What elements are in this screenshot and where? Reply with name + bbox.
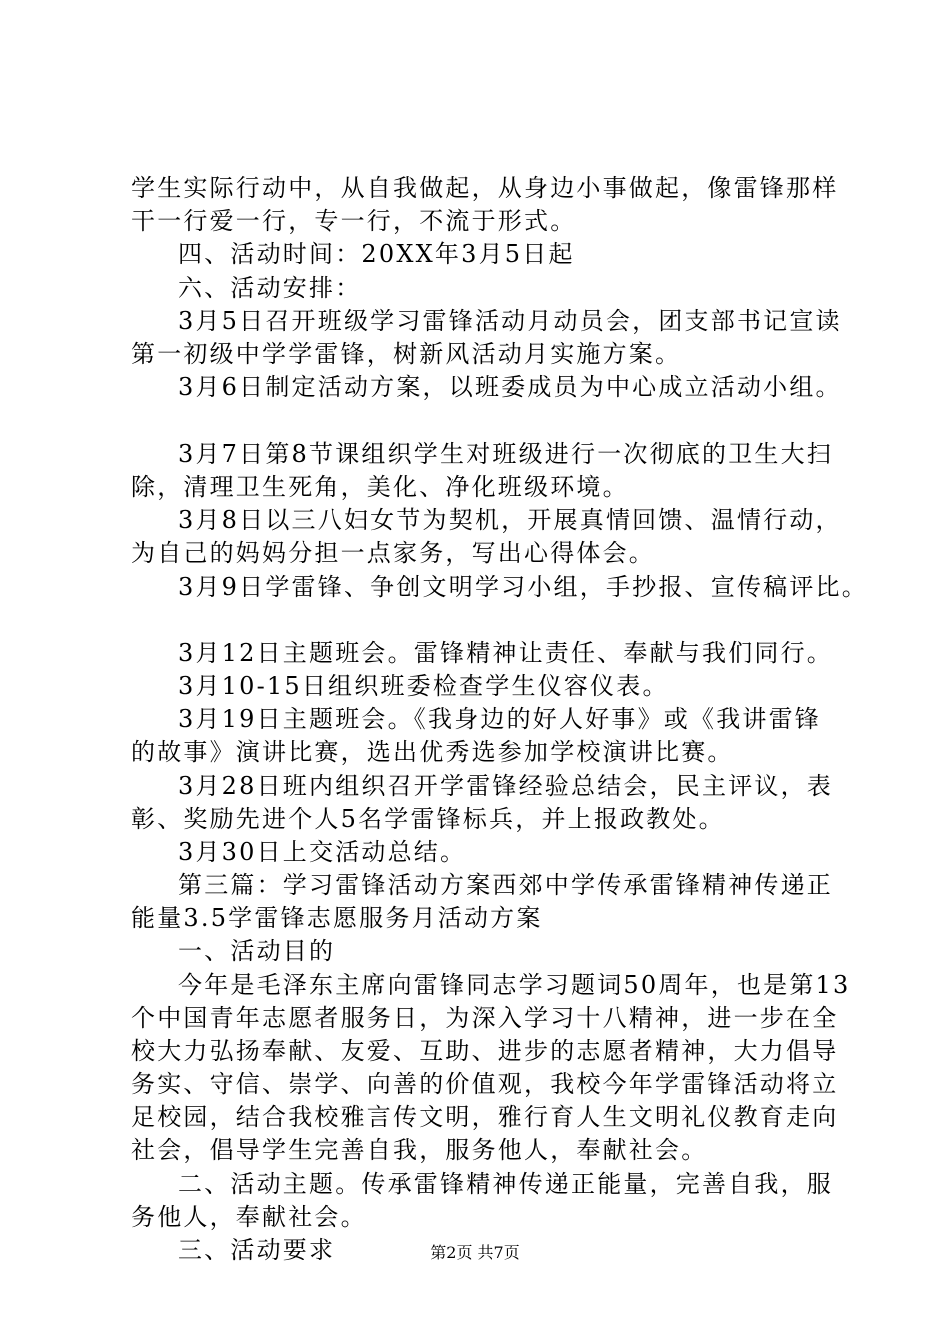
body-text-line: 3月10-15日组织班委检查学生仪容仪表。 — [178, 672, 669, 700]
chapter-heading: 能量3.5学雷锋志愿服务月活动方案 — [131, 904, 543, 932]
body-text-line: 今年是毛泽东主席向雷锋同志学习题词50周年，也是第13 — [178, 971, 851, 999]
body-text-line: 除，清理卫生死角，美化、净化班级环境。 — [131, 473, 629, 501]
section-heading: 一、活动目的 — [178, 937, 336, 965]
page-footer: 第2页 共7页 — [430, 1243, 520, 1262]
body-text-line: 足校园，结合我校雅言传文明，雅行育人生文明礼仪教育走向 — [131, 1103, 839, 1131]
chapter-heading: 第三篇：学习雷锋活动方案西郊中学传承雷锋精神传递正 — [178, 871, 833, 899]
body-text-line: 3月28日班内组织召开学雷锋经验总结会，民主评议，表 — [178, 772, 834, 800]
body-text-line: 务他人，奉献社会。 — [131, 1203, 367, 1231]
body-text-line: 个中国青年志愿者服务日，为深入学习十八精神，进一步在全 — [131, 1004, 839, 1032]
body-text-line: 校大力弘扬奉献、友爱、互助、进步的志愿者精神，大力倡导 — [131, 1037, 839, 1065]
body-text-line: 3月30日上交活动总结。 — [178, 838, 467, 866]
body-text-line: 彰、奖励先进个人5名学雷锋标兵，并上报政教处。 — [131, 805, 725, 833]
body-text-line: 务实、守信、崇学、向善的价值观，我校今年学雷锋活动将立 — [131, 1070, 839, 1098]
body-text-line: 3月9日学雷锋、争创文明学习小组，手抄报、宣传稿评比。 — [178, 573, 868, 601]
body-text-line: 第一初级中学学雷锋，树新风活动月实施方案。 — [131, 340, 682, 368]
body-text-line: 为自己的妈妈分担一点家务，写出心得体会。 — [131, 539, 655, 567]
body-text-line: 3月8日以三八妇女节为契机，开展真情回馈、温情行动， — [178, 506, 842, 534]
section-heading: 四、活动时间：20XX年3月5日起 — [178, 240, 575, 268]
section-heading: 三、活动要求 — [178, 1236, 336, 1264]
body-text-line: 3月19日主题班会。《我身边的好人好事》或《我讲雷锋 — [178, 705, 822, 733]
body-text-line: 的故事》演讲比赛，选出优秀选参加学校演讲比赛。 — [131, 738, 734, 766]
section-heading: 二、活动主题。传承雷锋精神传递正能量，完善自我，服 — [178, 1170, 833, 1198]
body-text-line: 3月5日召开班级学习雷锋活动月动员会，团支部书记宣读 — [178, 307, 842, 335]
body-text-line: 3月12日主题班会。雷锋精神让责任、奉献与我们同行。 — [178, 639, 834, 667]
body-text-line: 3月6日制定活动方案，以班委成员为中心成立活动小组。 — [178, 373, 842, 401]
body-text-line: 社会，倡导学生完善自我，服务他人，奉献社会。 — [131, 1136, 708, 1164]
body-text-line: 3月7日第8节课组织学生对班级进行一次彻底的卫生大扫 — [178, 440, 834, 468]
section-heading: 六、活动安排： — [178, 274, 362, 302]
body-text-line: 干一行爱一行，专一行，不流于形式。 — [131, 207, 577, 235]
body-text-line: 学生实际行动中，从自我做起，从身边小事做起，像雷锋那样 — [131, 174, 839, 202]
